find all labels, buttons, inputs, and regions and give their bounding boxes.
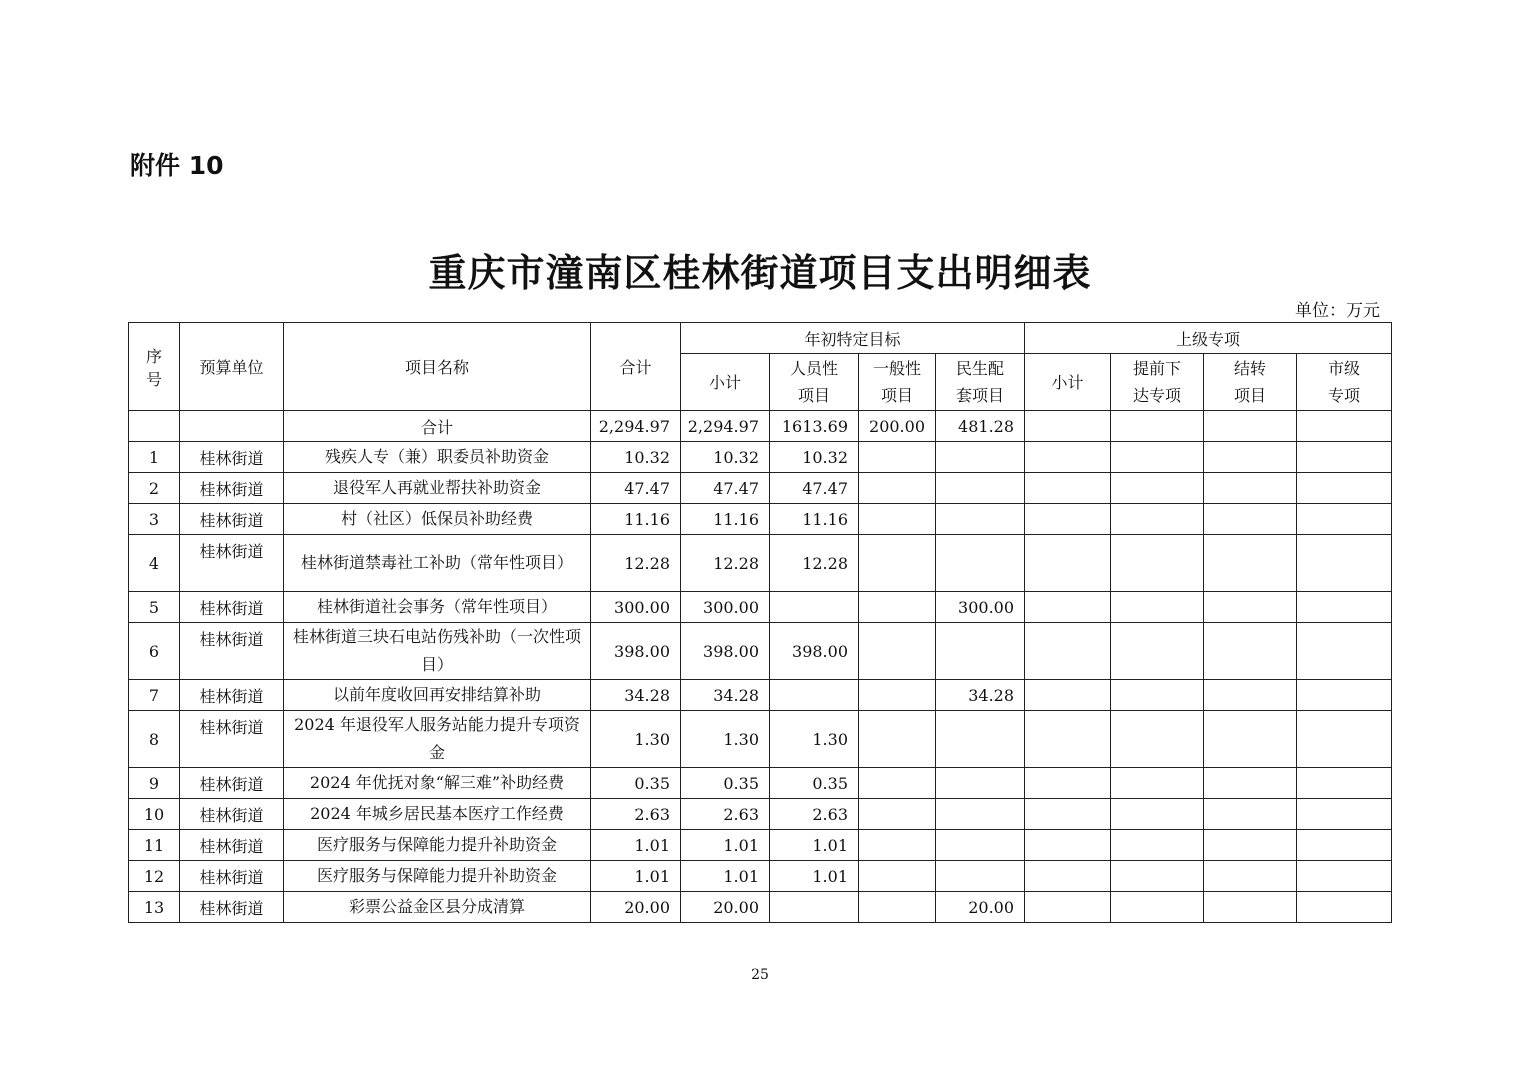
row-municipal (1297, 504, 1392, 535)
row-general (859, 442, 936, 473)
row-project-name: 2024 年退役军人服务站能力提升专项资金 (284, 711, 591, 768)
row-personnel: 0.35 (770, 768, 859, 799)
row-subtotal: 20.00 (681, 892, 770, 923)
row-livelihood (936, 623, 1025, 680)
row-carryover (1204, 711, 1297, 768)
row-unit: 桂林街道 (180, 892, 284, 923)
row-total: 1.01 (591, 830, 681, 861)
row-subtotal: 11.16 (681, 504, 770, 535)
row-municipal (1297, 799, 1392, 830)
row-seq: 2 (129, 473, 180, 504)
row-general (859, 535, 936, 592)
row-advance (1111, 473, 1204, 504)
row-carryover (1204, 623, 1297, 680)
row-personnel: 47.47 (770, 473, 859, 504)
row-livelihood: 300.00 (936, 592, 1025, 623)
row-superior-subtotal (1025, 861, 1111, 892)
header-total: 合计 (591, 323, 681, 411)
row-advance (1111, 861, 1204, 892)
row-advance (1111, 892, 1204, 923)
header-unit: 预算单位 (180, 323, 284, 411)
row-superior-subtotal (1025, 768, 1111, 799)
row-total: 1.01 (591, 861, 681, 892)
header-seq: 序 号 (129, 323, 180, 411)
row-superior-subtotal (1025, 680, 1111, 711)
header-general: 一般性 项目 (859, 354, 936, 411)
table-row (129, 861, 1392, 892)
row-project-name: 2024 年城乡居民基本医疗工作经费 (284, 799, 591, 830)
row-general (859, 892, 936, 923)
row-project-name: 彩票公益金区县分成清算 (284, 892, 591, 923)
row-total: 2.63 (591, 799, 681, 830)
row-subtotal: 1.01 (681, 861, 770, 892)
row-livelihood (936, 861, 1025, 892)
row-personnel: 10.32 (770, 442, 859, 473)
header-municipal: 市级 专项 (1297, 354, 1392, 411)
row-project-name: 残疾人专（兼）职委员补助资金 (284, 442, 591, 473)
row-municipal (1297, 442, 1392, 473)
table-row (129, 830, 1392, 861)
row-livelihood (936, 504, 1025, 535)
row-unit: 桂林街道 (180, 592, 284, 623)
header-subtotal-b: 小计 (1025, 354, 1111, 411)
row-personnel: 398.00 (770, 623, 859, 680)
row-superior-subtotal (1025, 504, 1111, 535)
table-row (129, 768, 1392, 799)
row-municipal (1297, 623, 1392, 680)
cell-empty (1297, 411, 1392, 442)
row-total: 20.00 (591, 892, 681, 923)
row-general (859, 799, 936, 830)
row-livelihood (936, 473, 1025, 504)
row-municipal (1297, 830, 1392, 861)
page-title: 重庆市潼南区桂林街道项目支出明细表 (428, 250, 1092, 295)
row-unit: 桂林街道 (180, 711, 284, 768)
header-livelihood: 民生配 套项目 (936, 354, 1025, 411)
row-superior-subtotal (1025, 799, 1111, 830)
row-unit: 桂林街道 (180, 680, 284, 711)
row-seq: 11 (129, 830, 180, 861)
row-subtotal: 34.28 (681, 680, 770, 711)
row-advance (1111, 623, 1204, 680)
row-general (859, 861, 936, 892)
table-row (129, 680, 1392, 711)
row-general (859, 768, 936, 799)
row-municipal (1297, 473, 1392, 504)
table-row (129, 711, 1392, 768)
row-carryover (1204, 830, 1297, 861)
unit-label: 单位：万元 (1295, 301, 1380, 321)
total-personnel: 1613.69 (770, 411, 859, 442)
row-advance (1111, 768, 1204, 799)
total-livelihood: 481.28 (936, 411, 1025, 442)
row-personnel (770, 680, 859, 711)
table-row (129, 442, 1392, 473)
row-seq: 3 (129, 504, 180, 535)
cell-empty (129, 411, 180, 442)
row-municipal (1297, 680, 1392, 711)
row-carryover (1204, 592, 1297, 623)
row-livelihood (936, 799, 1025, 830)
header-personnel: 人员性 项目 (770, 354, 859, 411)
row-advance (1111, 711, 1204, 768)
row-total: 12.28 (591, 535, 681, 592)
header-group-superior-special: 上级专项 (1025, 323, 1392, 354)
row-superior-subtotal (1025, 892, 1111, 923)
row-total: 11.16 (591, 504, 681, 535)
header-name: 项目名称 (284, 323, 591, 411)
row-personnel (770, 592, 859, 623)
table-row (129, 892, 1392, 923)
row-livelihood (936, 830, 1025, 861)
row-general (859, 711, 936, 768)
cell-empty (1025, 411, 1111, 442)
row-unit: 桂林街道 (180, 535, 284, 592)
row-unit: 桂林街道 (180, 799, 284, 830)
row-personnel: 1.30 (770, 711, 859, 768)
row-livelihood (936, 711, 1025, 768)
row-seq: 1 (129, 442, 180, 473)
row-subtotal: 1.01 (681, 830, 770, 861)
row-carryover (1204, 504, 1297, 535)
row-total: 10.32 (591, 442, 681, 473)
row-seq: 6 (129, 623, 180, 680)
total-row (129, 411, 1392, 442)
page-number: 25 (751, 967, 769, 983)
row-subtotal: 47.47 (681, 473, 770, 504)
row-general (859, 623, 936, 680)
row-subtotal: 0.35 (681, 768, 770, 799)
row-general (859, 592, 936, 623)
total-general: 200.00 (859, 411, 936, 442)
row-carryover (1204, 473, 1297, 504)
row-total: 0.35 (591, 768, 681, 799)
row-unit: 桂林街道 (180, 442, 284, 473)
row-project-name: 医疗服务与保障能力提升补助资金 (284, 830, 591, 861)
row-seq: 13 (129, 892, 180, 923)
row-carryover (1204, 861, 1297, 892)
row-advance (1111, 504, 1204, 535)
row-unit: 桂林街道 (180, 861, 284, 892)
row-total: 34.28 (591, 680, 681, 711)
header-subtotal-a: 小计 (681, 354, 770, 411)
row-municipal (1297, 861, 1392, 892)
row-subtotal: 12.28 (681, 535, 770, 592)
row-subtotal: 1.30 (681, 711, 770, 768)
table-row (129, 535, 1392, 592)
row-advance (1111, 592, 1204, 623)
row-total: 47.47 (591, 473, 681, 504)
row-total: 1.30 (591, 711, 681, 768)
row-municipal (1297, 592, 1392, 623)
row-personnel: 12.28 (770, 535, 859, 592)
total-label: 合计 (284, 411, 591, 442)
row-carryover (1204, 680, 1297, 711)
total-total: 2,294.97 (591, 411, 681, 442)
row-advance (1111, 535, 1204, 592)
row-subtotal: 10.32 (681, 442, 770, 473)
row-livelihood: 20.00 (936, 892, 1025, 923)
row-unit: 桂林街道 (180, 623, 284, 680)
row-livelihood: 34.28 (936, 680, 1025, 711)
row-personnel (770, 892, 859, 923)
row-livelihood (936, 768, 1025, 799)
row-superior-subtotal (1025, 473, 1111, 504)
row-subtotal: 398.00 (681, 623, 770, 680)
row-advance (1111, 830, 1204, 861)
row-subtotal: 2.63 (681, 799, 770, 830)
row-seq: 12 (129, 861, 180, 892)
header-advance: 提前下 达专项 (1111, 354, 1204, 411)
row-seq: 10 (129, 799, 180, 830)
row-project-name: 退役军人再就业帮扶补助资金 (284, 473, 591, 504)
row-project-name: 村（社区）低保员补助经费 (284, 504, 591, 535)
row-total: 398.00 (591, 623, 681, 680)
row-livelihood (936, 535, 1025, 592)
row-superior-subtotal (1025, 623, 1111, 680)
row-project-name: 医疗服务与保障能力提升补助资金 (284, 861, 591, 892)
row-seq: 4 (129, 535, 180, 592)
row-superior-subtotal (1025, 711, 1111, 768)
row-superior-subtotal (1025, 830, 1111, 861)
row-carryover (1204, 799, 1297, 830)
row-subtotal: 300.00 (681, 592, 770, 623)
row-unit: 桂林街道 (180, 830, 284, 861)
header-group-annual-target: 年初特定目标 (681, 323, 1025, 354)
row-superior-subtotal (1025, 592, 1111, 623)
table-row (129, 623, 1392, 680)
row-general (859, 504, 936, 535)
row-project-name: 桂林街道禁毒社工补助（常年性项目） (284, 535, 591, 592)
row-unit: 桂林街道 (180, 768, 284, 799)
row-project-name: 以前年度收回再安排结算补助 (284, 680, 591, 711)
row-advance (1111, 680, 1204, 711)
cell-empty (1204, 411, 1297, 442)
row-personnel: 1.01 (770, 861, 859, 892)
table-row (129, 473, 1392, 504)
row-livelihood (936, 442, 1025, 473)
row-advance (1111, 799, 1204, 830)
row-superior-subtotal (1025, 535, 1111, 592)
total-subtotal: 2,294.97 (681, 411, 770, 442)
row-general (859, 830, 936, 861)
row-personnel: 11.16 (770, 504, 859, 535)
row-seq: 8 (129, 711, 180, 768)
row-municipal (1297, 535, 1392, 592)
row-unit: 桂林街道 (180, 473, 284, 504)
row-total: 300.00 (591, 592, 681, 623)
row-seq: 7 (129, 680, 180, 711)
table-row (129, 799, 1392, 830)
row-project-name: 桂林街道社会事务（常年性项目） (284, 592, 591, 623)
row-general (859, 473, 936, 504)
row-project-name: 桂林街道三块石电站伤残补助（一次性项目） (284, 623, 591, 680)
table-row (129, 504, 1392, 535)
row-carryover (1204, 892, 1297, 923)
row-seq: 9 (129, 768, 180, 799)
row-personnel: 2.63 (770, 799, 859, 830)
row-project-name: 2024 年优抚对象“解三难”补助经费 (284, 768, 591, 799)
row-advance (1111, 442, 1204, 473)
row-personnel: 1.01 (770, 830, 859, 861)
row-superior-subtotal (1025, 442, 1111, 473)
header-carryover: 结转 项目 (1204, 354, 1297, 411)
cell-empty (1111, 411, 1204, 442)
expenditure-table (128, 322, 1392, 923)
row-carryover (1204, 442, 1297, 473)
row-carryover (1204, 535, 1297, 592)
table-row (129, 592, 1392, 623)
row-carryover (1204, 768, 1297, 799)
row-seq: 5 (129, 592, 180, 623)
row-municipal (1297, 711, 1392, 768)
attachment-label: 附件 10 (130, 151, 224, 180)
row-general (859, 680, 936, 711)
cell-empty (180, 411, 284, 442)
row-unit: 桂林街道 (180, 504, 284, 535)
row-municipal (1297, 892, 1392, 923)
row-municipal (1297, 768, 1392, 799)
